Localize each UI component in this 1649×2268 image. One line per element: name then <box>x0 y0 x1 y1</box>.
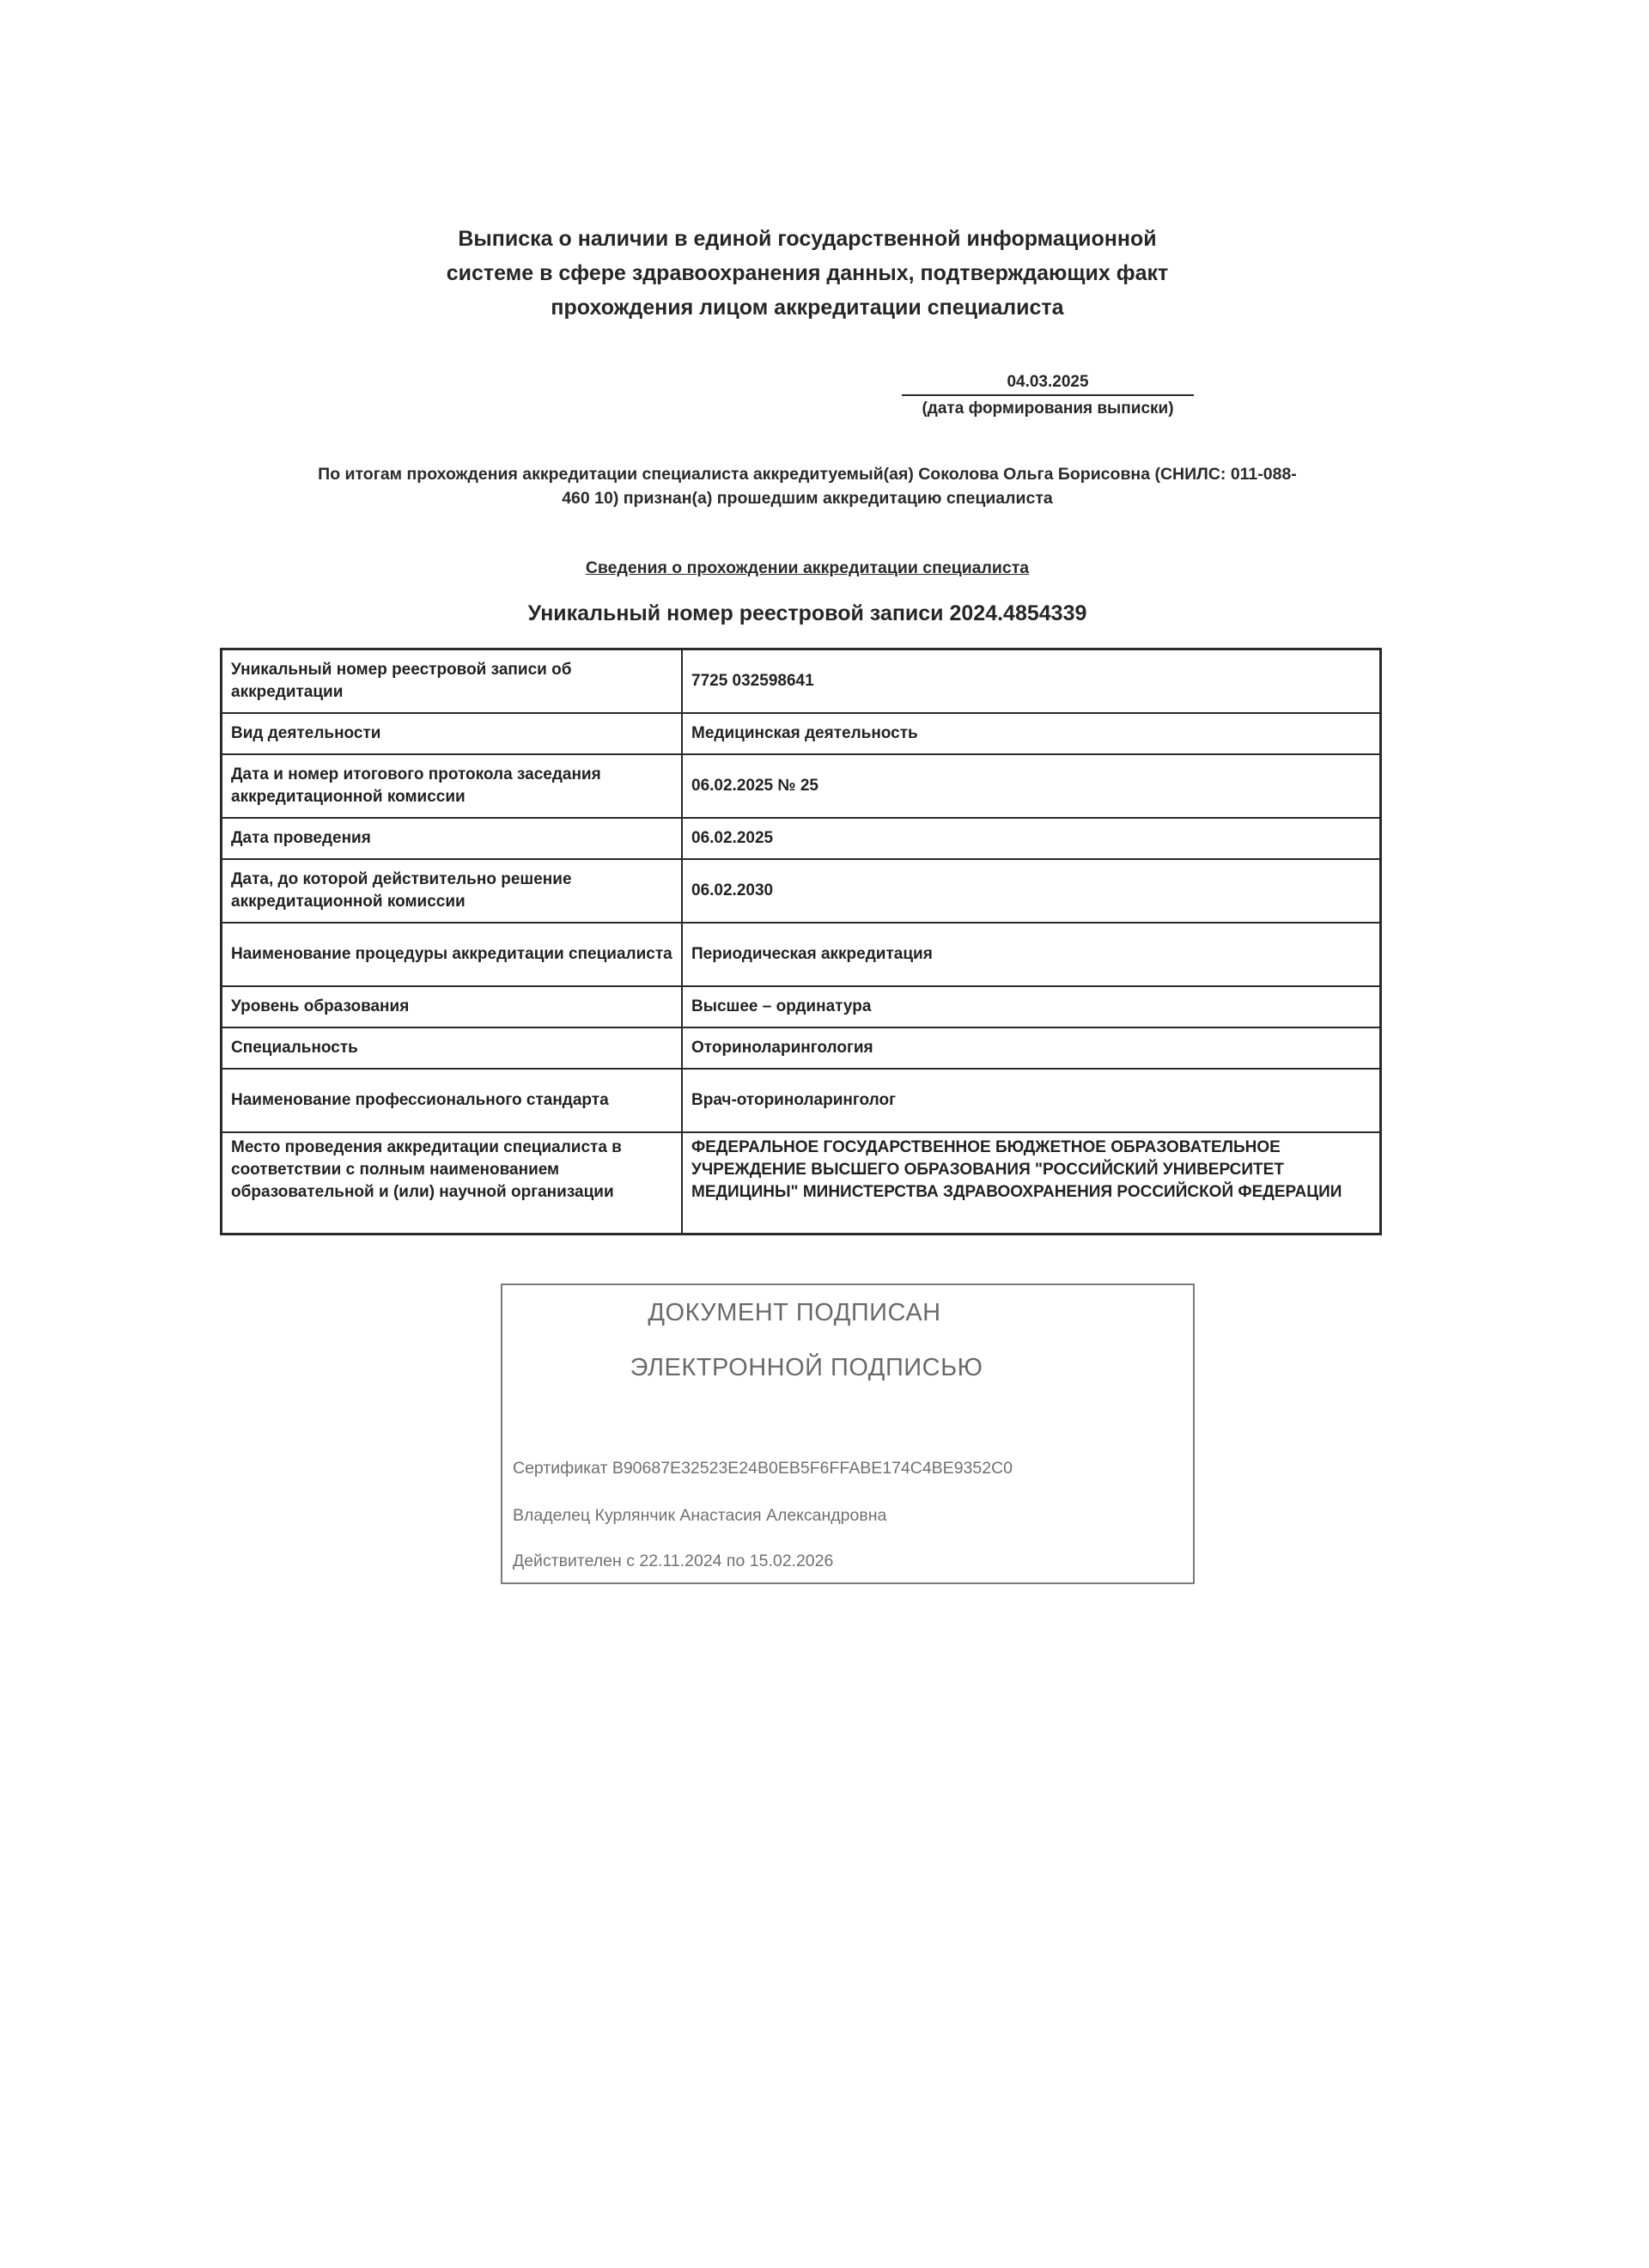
table-row <box>222 1027 1381 1069</box>
table-row <box>222 754 1381 818</box>
issue-date-caption: (дата формирования выписки) <box>922 399 1174 418</box>
row-label: Место проведения аккредитации специалиста в соответствии с полным наименованием образовательной и (или) научной организации <box>222 1132 683 1235</box>
row-value: Врач-оториноларинголог <box>682 1069 1381 1132</box>
row-value: 06.02.2025 № 25 <box>682 754 1381 818</box>
signature-subtitle: ЭЛЕКТРОННОЙ ПОДПИСЬЮ <box>630 1354 983 1381</box>
row-value: 7725 032598641 <box>682 649 1381 714</box>
signature-title: ДОКУМЕНТ ПОДПИСАН <box>648 1299 941 1326</box>
row-label: Уникальный номер реестровой записи об аккредитации <box>222 649 683 714</box>
electronic-signature-stamp <box>501 1283 1195 1584</box>
title-line: прохождения лицом аккредитации специалиста <box>551 296 1064 320</box>
row-label: Специальность <box>222 1027 683 1069</box>
row-value: 06.02.2030 <box>682 859 1381 923</box>
table-row <box>222 923 1381 986</box>
table-row <box>222 818 1381 859</box>
section-heading: Сведения о прохождении аккредитации специалиста <box>585 558 1030 577</box>
table-row <box>222 986 1381 1027</box>
title-line: системе в сфере здравоохранения данных, подтверждающих факт <box>446 261 1169 285</box>
row-value: ФЕДЕРАЛЬНОЕ ГОСУДАРСТВЕННОЕ БЮДЖЕТНОЕ ОБРАЗОВАТЕЛЬНОЕ УЧРЕЖДЕНИЕ ВЫСШЕГО ОБРАЗОВАНИЯ "РОССИЙСКИЙ УНИВЕРСИТЕТ МЕДИЦИНЫ" МИНИСТЕРСТВА ЗДРАВООХРАНЕНИЯ РОССИЙСКОЙ ФЕДЕРАЦИИ <box>682 1132 1381 1235</box>
table-row <box>222 713 1381 754</box>
row-label: Дата и номер итогового протокола заседания аккредитационной комиссии <box>222 754 683 818</box>
row-label: Дата проведения <box>222 818 683 859</box>
row-label: Наименование процедуры аккредитации специалиста <box>222 923 683 986</box>
document-title <box>309 222 1305 325</box>
intro-line: По итогам прохождения аккредитации специалиста аккредитуемый(ая) Соколова Ольга Борисовна (СНИЛС: 011-088- <box>318 465 1297 484</box>
title-line: Выписка о наличии в единой государственной информационной <box>458 227 1157 251</box>
table-row <box>222 1132 1381 1235</box>
table-row <box>222 649 1381 714</box>
certificate-owner: Владелец Курлянчик Анастасия Александровна <box>513 1506 887 1525</box>
row-value: Оториноларингология <box>682 1027 1381 1069</box>
row-value: 06.02.2025 <box>682 818 1381 859</box>
row-label: Вид деятельности <box>222 713 683 754</box>
certificate-number: Сертификат B90687E32523E24B0EB5F6FFABE174C4BE9352C0 <box>513 1459 1013 1478</box>
table-row <box>222 859 1381 923</box>
row-label: Наименование профессионального стандарта <box>222 1069 683 1132</box>
row-value: Периодическая аккредитация <box>682 923 1381 986</box>
row-value: Высшее – ординатура <box>682 986 1381 1027</box>
certificate-validity: Действителен с 22.11.2024 по 15.02.2026 <box>513 1552 834 1570</box>
issue-date-block <box>902 373 1194 418</box>
issue-date: 04.03.2025 <box>902 373 1194 396</box>
table-row <box>222 1069 1381 1132</box>
row-value: Медицинская деятельность <box>682 713 1381 754</box>
registry-number-heading: Уникальный номер реестровой записи 2024.4854339 <box>527 601 1087 625</box>
intro-text <box>232 462 1383 510</box>
intro-line: 460 10) признан(а) прошедшим аккредитацию специалиста <box>562 489 1053 508</box>
row-label: Уровень образования <box>222 986 683 1027</box>
row-label: Дата, до которой действительно решение аккредитационной комиссии <box>222 859 683 923</box>
accreditation-table <box>220 648 1382 1235</box>
